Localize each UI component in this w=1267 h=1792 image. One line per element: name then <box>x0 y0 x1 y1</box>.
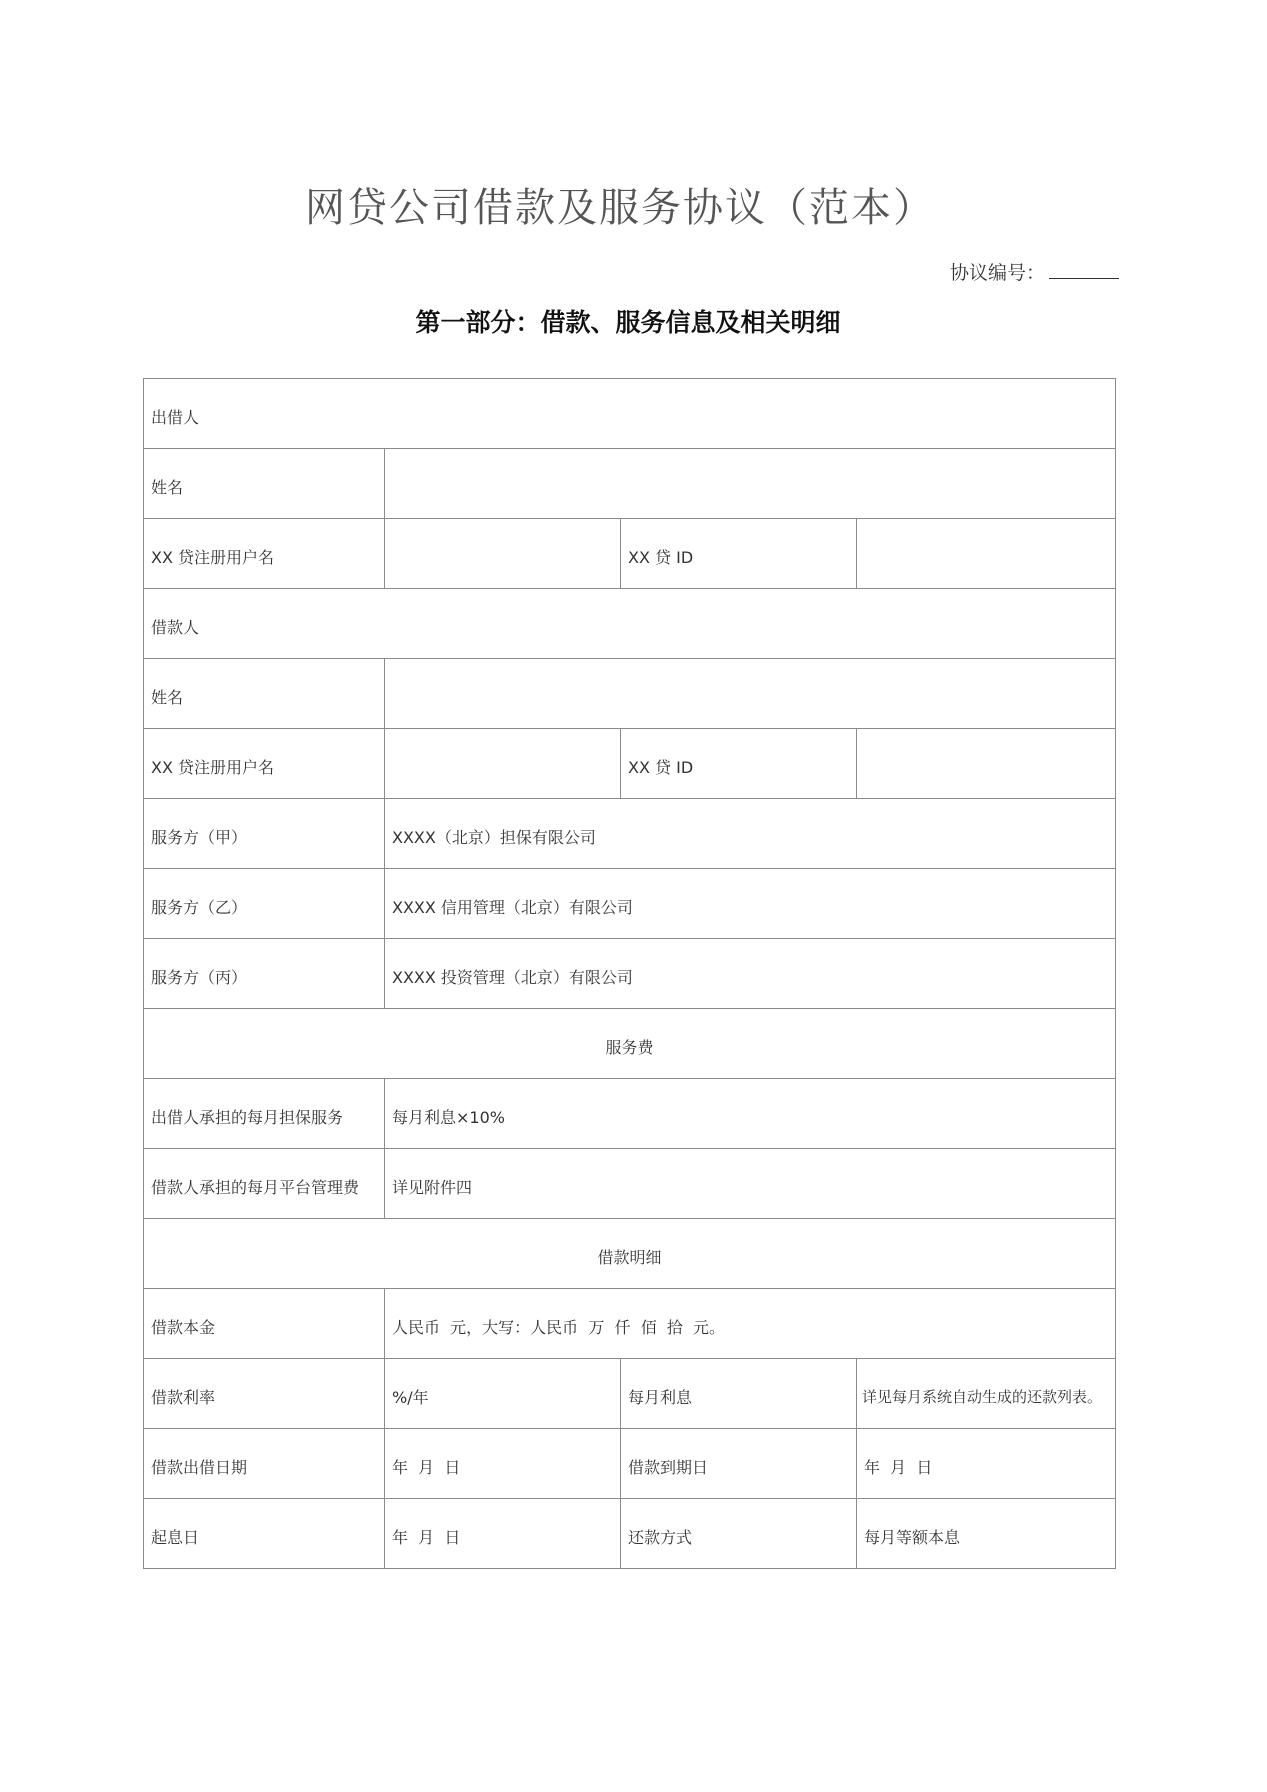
borrower-fee-value-cell <box>385 1149 1116 1219</box>
monthly-interest-value-cell <box>857 1359 1116 1429</box>
borrower-id-label-cell <box>621 729 857 799</box>
borrower-name-label-cell <box>144 659 385 729</box>
rate-label: 借款利率 <box>151 1388 216 1407</box>
due-date-label-cell <box>621 1429 857 1499</box>
borrower-name-label: 姓名 <box>151 688 184 707</box>
borrower-header: 借款人 <box>151 618 200 637</box>
borrower-header-cell <box>144 589 1116 659</box>
service-fee-header: 服务费 <box>605 1038 654 1057</box>
interest-start-label: 起息日 <box>151 1528 200 1547</box>
lender-fee-label-cell <box>144 1079 385 1149</box>
lend-date-label-cell <box>144 1429 385 1499</box>
monthly-interest-value: 详见每月系统自动生成的还款列表。 <box>862 1388 1103 1406</box>
table-row <box>144 1079 1116 1149</box>
service-a-label-cell <box>144 799 385 869</box>
service-c-value: XXXX 投资管理（北京）有限公司 <box>392 968 633 987</box>
service-b-value: XXXX 信用管理（北京）有限公司 <box>392 898 633 917</box>
monthly-interest-label-cell <box>621 1359 857 1429</box>
loan-detail-header-cell <box>144 1219 1116 1289</box>
lender-fee-label: 出借人承担的每月担保服务 <box>151 1108 344 1127</box>
table-row <box>144 659 1116 729</box>
repayment-method-value-cell <box>857 1499 1116 1569</box>
table-row <box>144 729 1116 799</box>
borrower-id-label: XX 贷 ID <box>628 758 694 777</box>
loan-detail-header: 借款明细 <box>597 1248 662 1267</box>
rate-value-cell <box>385 1359 621 1429</box>
borrower-name-value-cell <box>385 659 1116 729</box>
principal-label: 借款本金 <box>151 1318 216 1337</box>
service-c-label-cell <box>144 939 385 1009</box>
due-date-value-cell <box>857 1429 1116 1499</box>
lend-date-label: 借款出借日期 <box>151 1458 248 1477</box>
agreement-number-blank <box>1049 262 1119 279</box>
service-a-label: 服务方（甲） <box>151 828 248 847</box>
agreement-number <box>950 258 1119 285</box>
table-row <box>144 1009 1116 1079</box>
table-row <box>144 939 1116 1009</box>
borrower-fee-label-cell <box>144 1149 385 1219</box>
service-a-value-cell <box>385 799 1116 869</box>
lender-header: 出借人 <box>151 408 200 427</box>
service-b-label: 服务方（乙） <box>151 898 248 917</box>
lender-name-label: 姓名 <box>151 478 184 497</box>
service-c-label: 服务方（丙） <box>151 968 248 987</box>
principal-label-cell <box>144 1289 385 1359</box>
lender-id-value-cell <box>857 519 1116 589</box>
lender-id-label-cell <box>621 519 857 589</box>
borrower-username-label: XX 贷注册用户名 <box>151 758 275 777</box>
table-row <box>144 1499 1116 1569</box>
repayment-method-value: 每月等额本息 <box>864 1528 961 1547</box>
lender-username-value-cell <box>385 519 621 589</box>
due-date-label: 借款到期日 <box>628 1458 709 1477</box>
table-row <box>144 1429 1116 1499</box>
lend-date-value: 年 月 日 <box>392 1458 461 1477</box>
principal-value: 人民币 元，大写：人民币 万 仟 佰 拾 元。 <box>392 1318 726 1337</box>
borrower-username-label-cell <box>144 729 385 799</box>
document-title: 网贷公司借款及服务协议（范本） <box>305 185 935 231</box>
interest-start-value: 年 月 日 <box>392 1528 461 1547</box>
rate-label-cell <box>144 1359 385 1429</box>
table-row <box>144 379 1116 449</box>
interest-start-value-cell <box>385 1499 621 1569</box>
section-title: 第一部分：借款、服务信息及相关明细 <box>415 308 841 337</box>
borrower-username-value-cell <box>385 729 621 799</box>
borrower-fee-label: 借款人承担的每月平台管理费 <box>151 1178 360 1197</box>
table-row <box>144 1289 1116 1359</box>
lend-date-value-cell <box>385 1429 621 1499</box>
loan-info-table <box>143 378 1116 1569</box>
table-row <box>144 589 1116 659</box>
repayment-method-label-cell <box>621 1499 857 1569</box>
interest-start-label-cell <box>144 1499 385 1569</box>
agreement-number-label: 协议编号： <box>949 262 1045 284</box>
table-row <box>144 1149 1116 1219</box>
principal-value-cell <box>385 1289 1116 1359</box>
repayment-method-label: 还款方式 <box>628 1528 693 1547</box>
table-row <box>144 1359 1116 1429</box>
lender-name-label-cell <box>144 449 385 519</box>
service-fee-header-cell <box>144 1009 1116 1079</box>
table-row <box>144 449 1116 519</box>
lender-name-value-cell <box>385 449 1116 519</box>
table-row <box>144 519 1116 589</box>
lender-fee-value-cell <box>385 1079 1116 1149</box>
lender-username-label-cell <box>144 519 385 589</box>
borrower-fee-value: 详见附件四 <box>392 1178 473 1197</box>
service-b-label-cell <box>144 869 385 939</box>
lender-header-cell <box>144 379 1116 449</box>
due-date-value: 年 月 日 <box>864 1458 933 1477</box>
table-row <box>144 799 1116 869</box>
table-row <box>144 1219 1116 1289</box>
table-row <box>144 869 1116 939</box>
borrower-id-value-cell <box>857 729 1116 799</box>
lender-id-label: XX 贷 ID <box>628 548 694 567</box>
monthly-interest-label: 每月利息 <box>628 1388 693 1407</box>
rate-value: %/年 <box>392 1388 429 1407</box>
lender-username-label: XX 贷注册用户名 <box>151 548 275 567</box>
service-b-value-cell <box>385 869 1116 939</box>
service-a-value: XXXX（北京）担保有限公司 <box>392 828 596 847</box>
service-c-value-cell <box>385 939 1116 1009</box>
lender-fee-value: 每月利息×10% <box>392 1108 505 1127</box>
